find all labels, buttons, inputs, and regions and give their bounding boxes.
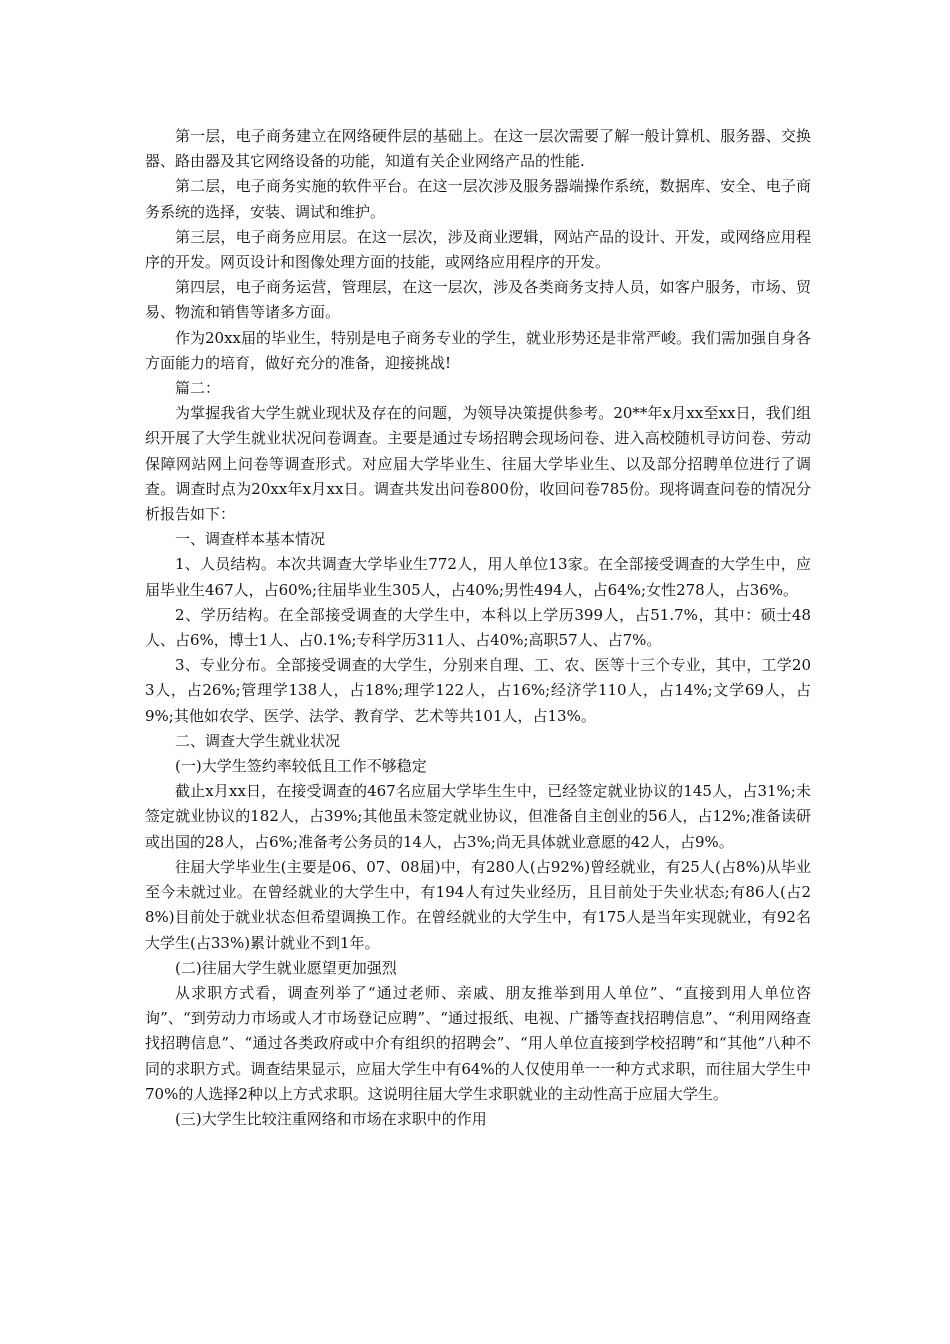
paragraph-layer-3: 第三层，电子商务应用层。在这一层次，涉及商业逻辑，网站产品的设计、开发，或网络应用程序的开发。网页设计和图像处理方面的技能，或网络应用程序的开发。 [145, 227, 811, 272]
subheading-employment-desire: (二)往届大学生就业愿望更加强烈 [175, 958, 397, 977]
paragraph-survey-intro: 为掌握我省大学生就业现状及存在的问题，为领导决策提供参考。20**年x月xx至xx日，我们组织开展了大学生就业状况问卷调查。主要是通过专场招聘会现场问卷、进入高校随机寻访问卷、劳动保障网站网上问卷等调查形式。对应届大学毕业生、往届大学毕业生、以及部分招聘单位进行了调查。调查时点为20xx年x月xx日。调查共发出问卷800份，收回问卷785份。现将调查问卷的情况分析报告如下： [145, 404, 811, 524]
paragraph-past-graduates: 往届大学毕业生(主要是06、07、08届)中，有280人(占92%)曾经就业，有25人(占8%)从毕业至今未就过业。在曾经就业的大学生中，有194人有过失业经历，且目前处于失业状态;有86人(占28%)目前处于就业状态但希望调换工作。在曾经就业的大学生中，有175人是当年实现就业，有92名大学生(占33%)累计就业不到1年。 [145, 857, 811, 952]
subheading-signing-rate: (一)大学生签约率较低且工作不够稳定 [175, 757, 427, 776]
paragraph-graduates: 作为20xx届的毕业生，特别是电子商务专业的学生，就业形势还是非常严峻。我们需加强自身各方面能力的培育，做好充分的准备，迎接挑战! [145, 328, 812, 372]
document-body [145, 124, 811, 1132]
paragraph-personnel-structure: 1、人员结构。本次共调查大学毕业生772人，用人单位13家。在全部接受调查的大学生中，应届毕业生467人，占60%;往届毕业生305人，占40%;男性494人，占64%;女性278人，占36%。 [145, 555, 811, 599]
paragraph-layer-2: 第二层，电子商务实施的软件平台。在这一层次涉及服务器端操作系统，数据库、安全、电子商务系统的选择，安装、调试和维护。 [145, 177, 811, 221]
paragraph-layer-4: 第四层，电子商务运营，管理层，在这一层次，涉及各类商务支持人员，如客户服务，市场、贸易、物流和销售等诸多方面。 [145, 278, 811, 322]
heading-employment-status: 二、调查大学生就业状况 [175, 731, 341, 750]
paragraph-education-structure: 2、学历结构。在全部接受调查的大学生中，本科以上学历399人，占51.7%，其中：硕士48人、占6%，博士1人、占0.1%;专科学历311人、占40%;高职57人、占7%。 [145, 605, 811, 650]
paragraph-major-distribution: 3、专业分布。全部接受调查的大学生，分别来自理、工、农、医等十三个专业，其中，工学203人，占26%;管理学138人，占18%;理学122人，占16%;经济学110人，占14%;文学69人，占9%;其他如农学、医学、法学、教育学、艺术等共101人，占13%。 [145, 656, 811, 725]
paragraph-layer-1: 第一层，电子商务建立在网络硬件层的基础上。在这一层次需要了解一般计算机、服务器、交换器、路由器及其它网络设备的功能，知道有关企业网络产品的性能. [145, 127, 811, 171]
subheading-network-market: (三)大学生比较注重网络和市场在求职中的作用 [175, 1109, 487, 1128]
paragraph-fresh-graduates: 截止x月xx日，在接受调查的467名应届大学毕生生中，已经签定就业协议的145人，占31%;未签定就业协议的182人，占39%;其他虽未签定就业协议，但准备自主创业的56人，占12%;准备读研或出国的28人，占6%;准备考公务员的14人，占3%;尚无具体就业意愿的42人，占9%。 [145, 782, 811, 851]
section-heading-part-2: 篇二： [175, 379, 221, 398]
heading-sample-info: 一、调查样本基本情况 [175, 530, 326, 549]
paragraph-job-search-methods: 从求职方式看，调查列举了“通过老师、亲戚、朋友推举到用人单位”、“直接到用人单位咨询”、“到劳动力市场或人才市场登记应聘”、“通过报纸、电视、广播等查找招聘信息”、“利用网络查找招聘信息”、“通过各类政府或中介有组织的招聘会”、“用人单位直接到学校招聘”和“其他”八种不同的求职方式。调查结果显示，应届大学生中有64%的人仅使用单一一种方式求职，而往届大学生中70%的人选择2种以上方式求职。这说明往届大学生求职就业的主动性高于应届大学生。 [145, 983, 811, 1103]
